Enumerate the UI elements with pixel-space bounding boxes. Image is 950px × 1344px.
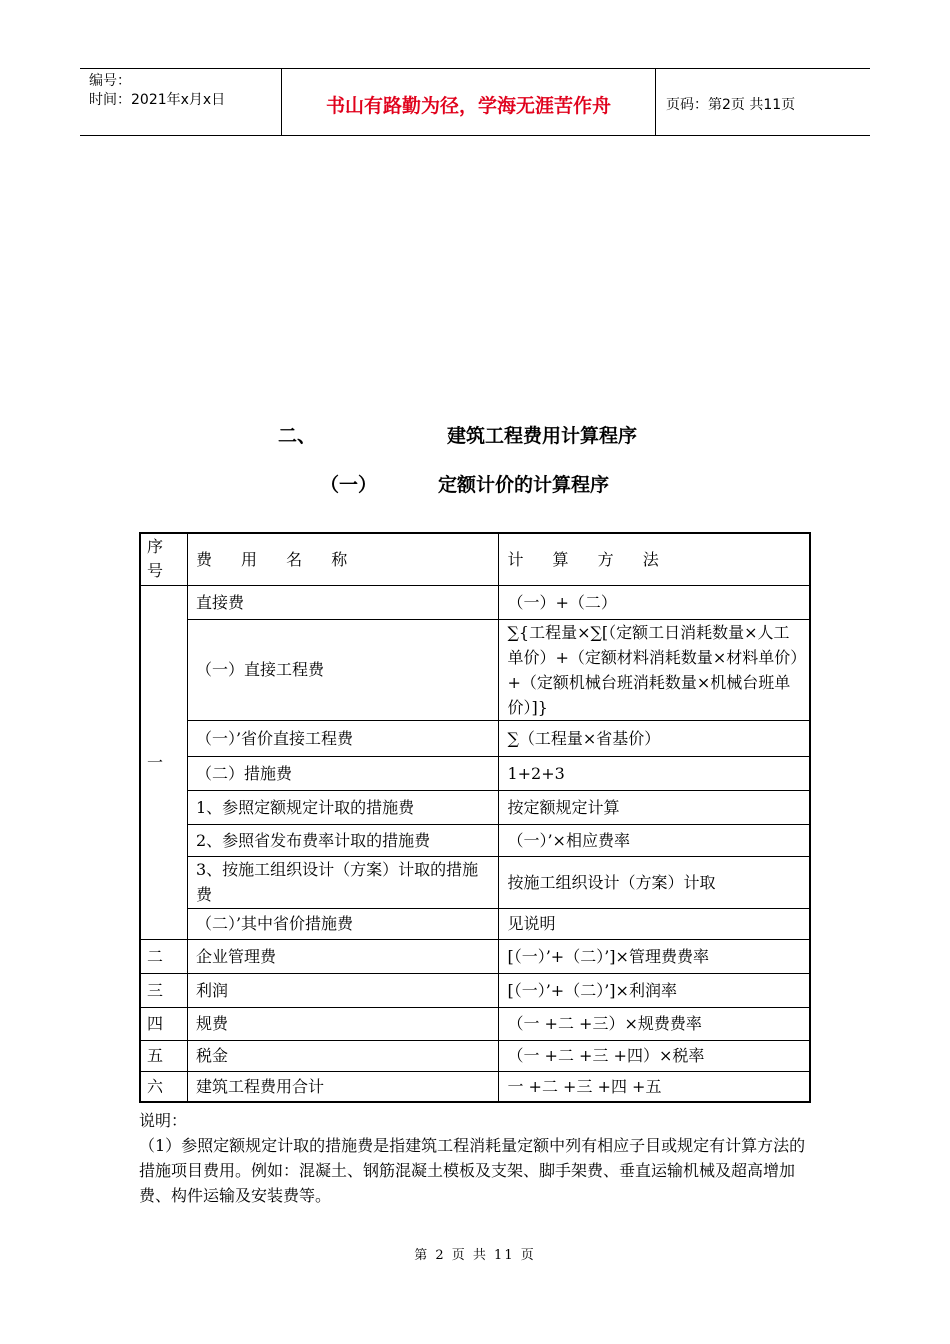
section-title: 建筑工程费用计算程序 (447, 425, 638, 447)
notes-item-1: （1）参照定额规定计取的措施费是指建筑工程消耗量定额中列有相应子目或规定有计算方法的措施项目费用。例如：混凝土、钢筋混凝土模板及支架、脚手架费、垂直运输机械及超高增加费、构件运输及安装费等。 (139, 1136, 806, 1205)
row-method: ∑{工程量×∑[（定额工日消耗数量×人工单价）+（定额材料消耗数量×材料单价）+（定额机械台班消耗数量×机械台班单价）]} (499, 619, 810, 720)
row-method: 按定额规定计算 (499, 790, 810, 824)
row-method: 按施工组织设计（方案）计取 (499, 856, 810, 908)
row-index: 五 (140, 1040, 187, 1071)
row-method: 一 +二 +三 +四 +五 (499, 1071, 810, 1102)
row-index: 二 (140, 939, 187, 973)
table-row (140, 939, 810, 973)
table-row (140, 908, 810, 939)
row-method: [（一）’+（二）’]×管理费费率 (499, 939, 810, 973)
row-index: 三 (140, 973, 187, 1007)
row-fee-name: （一）直接工程费 (187, 619, 499, 720)
table-row (140, 790, 810, 824)
table-row (140, 856, 810, 908)
document-date: 时间：2021年x月x日 (89, 92, 226, 108)
header-index: 序号 (140, 533, 187, 585)
table-header-row (140, 533, 810, 585)
row-method: （一）’×相应费率 (499, 824, 810, 856)
row-index: 六 (140, 1071, 187, 1102)
table-row (140, 973, 810, 1007)
subsection-title: 定额计价的计算程序 (438, 474, 610, 496)
row-index: 四 (140, 1007, 187, 1040)
table-row (140, 1007, 810, 1040)
table-row (140, 585, 810, 619)
header-page-info: 页码：第2页 共11页 (666, 97, 796, 113)
row-method: （一）+（二） (499, 585, 810, 619)
row-fee-name: 3、按施工组织设计（方案）计取的措施费 (187, 856, 499, 908)
row-fee-name: 税金 (187, 1040, 499, 1071)
page-header (80, 68, 870, 136)
row-fee-name: （二）措施费 (187, 756, 499, 790)
section-number: 二、 (278, 425, 317, 447)
row-fee-name: （二）’其中省价措施费 (187, 908, 499, 939)
notes-label: 说明： (139, 1111, 188, 1130)
row-method: [（一）’+（二）’]×利润率 (499, 973, 810, 1007)
row-fee-name: 建筑工程费用合计 (187, 1071, 499, 1102)
table-row (140, 756, 810, 790)
notes-section (139, 1108, 815, 1208)
header-method: 计 算 方 法 (499, 533, 810, 585)
table-row (140, 824, 810, 856)
table-row (140, 1071, 810, 1102)
header-meta (80, 69, 282, 135)
row-fee-name: 2、参照省发布费率计取的措施费 (187, 824, 499, 856)
fee-calculation-table (139, 532, 811, 1103)
row-method: 见说明 (499, 908, 810, 939)
table-row (140, 1040, 810, 1071)
table-row (140, 619, 810, 720)
page-footer: 第 2 页 共 11 页 (414, 1248, 536, 1263)
row-method: （一 +二 +三）×规费费率 (499, 1007, 810, 1040)
row-fee-name: 利润 (187, 973, 499, 1007)
row-method: 1+2+3 (499, 756, 810, 790)
row-fee-name: 1、参照定额规定计取的措施费 (187, 790, 499, 824)
row-fee-name: 企业管理费 (187, 939, 499, 973)
header-fee-name: 费 用 名 称 (187, 533, 499, 585)
subsection-number: （一） (320, 474, 378, 496)
row-method: ∑（工程量×省基价） (499, 720, 810, 756)
table-row (140, 720, 810, 756)
header-motto: 书山有路勤为径，学海无涯苦作舟 (282, 69, 656, 135)
row-fee-name: 直接费 (187, 585, 499, 619)
row-method: （一 +二 +三 +四）×税率 (499, 1040, 810, 1071)
row-fee-name: 规费 (187, 1007, 499, 1040)
document-number-label: 编号： (89, 73, 131, 89)
row-fee-name: （一）’省价直接工程费 (187, 720, 499, 756)
row-index: 一 (140, 585, 187, 939)
